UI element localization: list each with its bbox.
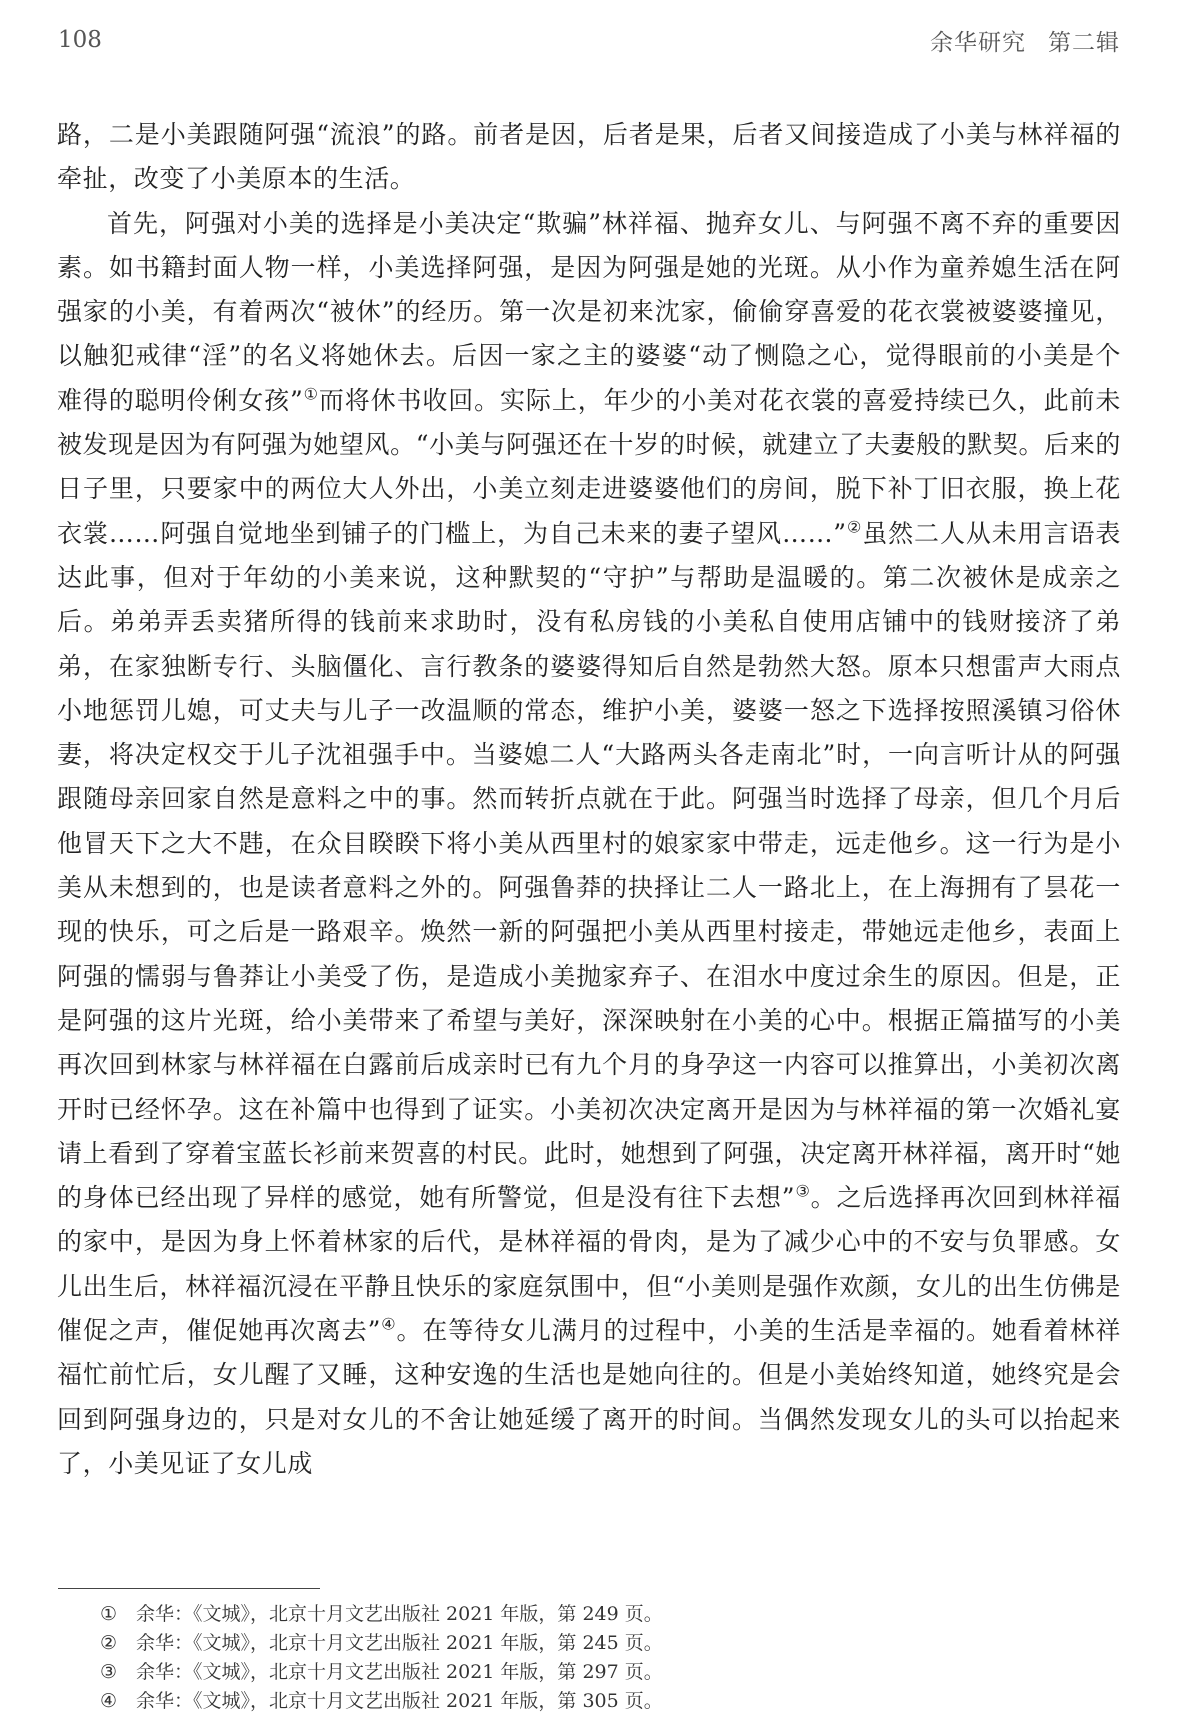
footnote-divider — [58, 1588, 320, 1589]
footnote-text: 余华：《文城》，北京十月文艺出版社 2021 年版，第 245 页。 — [136, 1632, 663, 1654]
journal-title: 余华研究 — [930, 29, 1026, 56]
paragraph-continued: 路，二是小美跟随阿强“流浪”的路。前者是因，后者是果，后者又间接造成了小美与林祥福的牵扯，改变了小美原本的生活。 — [57, 120, 1121, 194]
paragraph-main — [57, 202, 1121, 1487]
paragraph-segment: 而将休书收回。实际上，年少的小美对花衣裳的喜爱持续已久，此前未被发现是因为有阿强为她望风。“小美与阿强还在十岁的时候，就建立了夫妻般的默契。后来的日子里，只要家中的两位大人外出，小美立刻走进婆婆他们的房间，脱下补丁旧衣服，换上花衣裳……阿强自觉地坐到铺子的门槛上，为自己未来的妻子望风……” — [57, 385, 1121, 548]
running-header — [58, 22, 1120, 58]
paragraph-segment: 首先，阿强对小美的选择是小美决定“欺骗”林祥福、抛弃女儿、与阿强不离不弃的重要因素。如书籍封面人物一样，小美选择阿强，是因为阿强是她的光斑。从小作为童养媳生活在阿强家的小美，有着两次“被休”的经历。第一次是初来沈家，偷偷穿喜爱的花衣裳被婆婆撞见，以触犯戒律“淫”的名义将她休去。后因一家之主的婆婆“动了恻隐之心，觉得眼前的小美是个难得的聪明伶俐女孩” — [57, 208, 1121, 415]
footnote-ref-2[interactable]: ② — [846, 517, 863, 537]
footnote-mark: ③ — [100, 1661, 118, 1683]
paragraph-segment: 。之后选择再次回到林祥福的家中，是因为身上怀着林家的后代，是林祥福的骨肉，是为了减少心中的不安与负罪感。女儿出生后，林祥福沉浸在平静且快乐的家庭氛围中，但“小美则是强作欢颜，女儿的出生仿佛是催促之声，催促她再次离去” — [57, 1183, 1122, 1346]
footnote-mark: ① — [100, 1603, 118, 1625]
page-number: 108 — [58, 27, 102, 53]
footnote-item — [100, 1629, 1100, 1658]
footnote-item — [100, 1600, 1100, 1629]
footnote-mark: ④ — [100, 1690, 118, 1712]
paragraph-segment: 虽然二人从未用言语表达此事，但对于年幼的小美来说，这种默契的“守护”与帮助是温暖的。第二次被休是成亲之后。弟弟弄丢卖猪所得的钱前来求助时，没有私房钱的小美私自使用店铺中的钱财接济了弟弟，在家独断专行、头脑僵化、言行教条的婆婆得知后自然是勃然大怒。原本只想雷声大雨点小地惩罚儿媳，可丈夫与儿子一改温顺的常态，维护小美，婆婆一怒之下选择按照溪镇习俗休妻，将决定权交于儿子沈祖强手中。当婆媳二人“大路两头各走南北”时，一向言听计从的阿强跟随母亲回家自然是意料之中的事。然而转折点就在于此。阿强当时选择了母亲，但几个月后他冒天下之大不韪，在众目睽睽下将小美从西里村的娘家家中带走，远走他乡。这一行为是小美从未想到的，也是读者意料之外的。阿强鲁莽的抉择让二人一路北上，在上海拥有了昙花一现的快乐，可之后是一路艰辛。焕然一新的阿强把小美从西里村接走，带她远走他乡，表面上阿强的懦弱与鲁莽让小美受了伤，是造成小美抛家弃子、在泪水中度过余生的原因。但是，正是阿强的这片光斑，给小美带来了希望与美好，深深映射在小美的心中。根据正篇描写的小美再次回到林家与林祥福在白露前后成亲时已有九个月的身孕这一内容可以推算出，小美初次离开时已经怀孕。这在补篇中也得到了证实。小美初次决定离开是因为与林祥福的第一次婚礼宴请上看到了穿着宝蓝长衫前来贺喜的村民。此时，她想到了阿强，决定离开林祥福，离开时“她的身体已经出现了异样的感觉，她有所警觉，但是没有往下去想” — [57, 518, 1121, 1213]
running-title — [930, 24, 1120, 57]
body-text — [57, 113, 1121, 1486]
paragraph-segment: 。在等待女儿满月的过程中，小美的生活是幸福的。她看着林祥福忙前忙后，女儿醒了又睡，这种安逸的生活也是她向往的。但是小美始终知道，她终究是会回到阿强身边的，只是对女儿的不舍让她延缓了离开的时间。当偶然发现女儿的头可以抬起来了，小美见证了女儿成 — [57, 1316, 1121, 1478]
footnote-item — [100, 1658, 1100, 1687]
issue-label: 第二辑 — [1048, 29, 1120, 56]
footnote-text: 余华：《文城》，北京十月文艺出版社 2021 年版，第 297 页。 — [136, 1661, 663, 1683]
footnote-ref-3[interactable]: ③ — [795, 1181, 811, 1201]
footnote-text: 余华：《文城》，北京十月文艺出版社 2021 年版，第 249 页。 — [136, 1603, 663, 1625]
footnote-ref-4[interactable]: ④ — [381, 1314, 397, 1334]
footnote-ref-1[interactable]: ① — [303, 384, 319, 404]
footnote-mark: ② — [100, 1632, 118, 1654]
footnote-item — [100, 1687, 1100, 1716]
footnotes — [100, 1600, 1100, 1716]
footnote-text: 余华：《文城》，北京十月文艺出版社 2021 年版，第 305 页。 — [136, 1690, 663, 1712]
